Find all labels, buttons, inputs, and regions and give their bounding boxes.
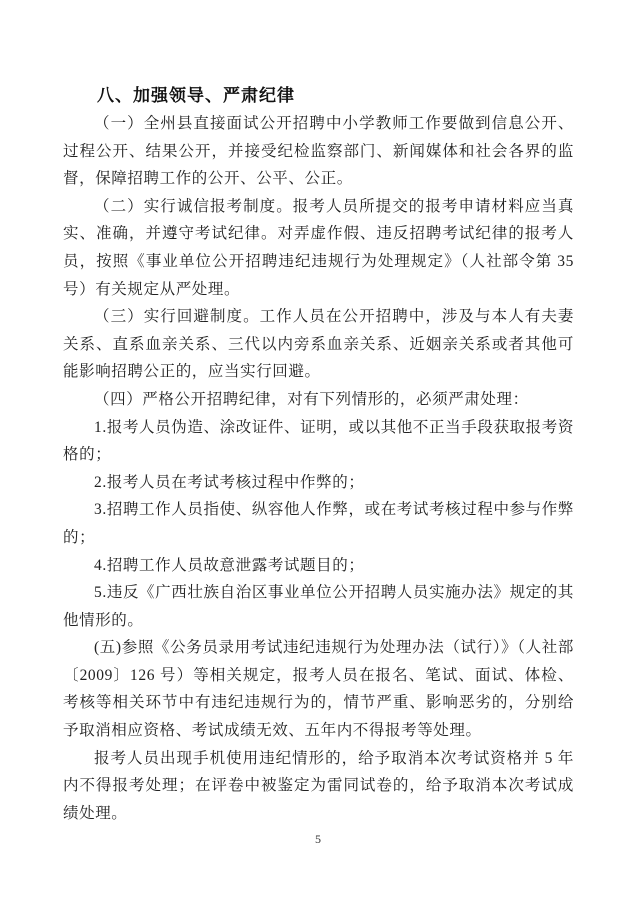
- paragraph-item-3: （三）实行回避制度。工作人员在公开招聘中，涉及与本人有夫妻关系、直系血亲关系、三代以内旁系血亲关系、近姻亲关系或者其他可能影响招聘公正的，应当实行回避。: [63, 308, 574, 381]
- paragraph-item-1: （一）全州县直接面试公开招聘中小学教师工作要做到信息公开、过程公开、结果公开，并接受纪检监察部门、新闻媒体和社会各界的监督，保障招聘工作的公开、公平、公正。: [63, 115, 574, 188]
- paragraph-item-2: （二）实行诚信报考制度。报考人员所提交的报考申请材料应当真实、准确，并遵守考试纪律。对弄虚作假、违反招聘考试纪律的报考人员，按照《事业单位公开招聘违纪违规行为处理规定》（人社部令第 35 号）有关规定从严处理。: [63, 197, 574, 298]
- list-item-2: 2.报考人员在考试考核过程中作弊的；: [94, 473, 365, 491]
- section-heading: 八、加强领导、严肃纪律: [97, 86, 295, 105]
- list-item-1: 1.报考人员伪造、涂改证件、证明，或以其他不正当手段获取报考资格的；: [63, 418, 574, 464]
- paragraph-item-5: (五)参照《公务员录用考试违纪违规行为处理办法（试行）》（人社部〔2009〕126 号）等相关规定，报考人员在报名、笔试、面试、体检、考核等相关环节中有违纪违规行为的，情节严重、影响恶劣的，分别给予取消相应资格、考试成绩无效、五年内不得报考等处理。: [63, 639, 574, 740]
- page-number: 5: [315, 832, 321, 846]
- list-item-4: 4.招聘工作人员故意泄露考试题目的；: [94, 556, 365, 574]
- list-item-3: 3.招聘工作人员指使、纵容他人作弊，或在考试考核过程中参与作弊的；: [63, 501, 574, 546]
- paragraph-item-6: 报考人员出现手机使用违纪情形的，给予取消本次考试资格并 5 年内不得报考处理；在评卷中被鉴定为雷同试卷的，给予取消本次考试成绩处理。: [63, 749, 574, 822]
- list-item-5: 5.违反《广西壮族自治区事业单位公开招聘人员实施办法》规定的其他情形的。: [63, 584, 574, 629]
- paragraph-item-4: （四）严格公开招聘纪律，对有下列情形的，必须严肃处理：: [94, 390, 529, 408]
- document-content: [63, 82, 574, 827]
